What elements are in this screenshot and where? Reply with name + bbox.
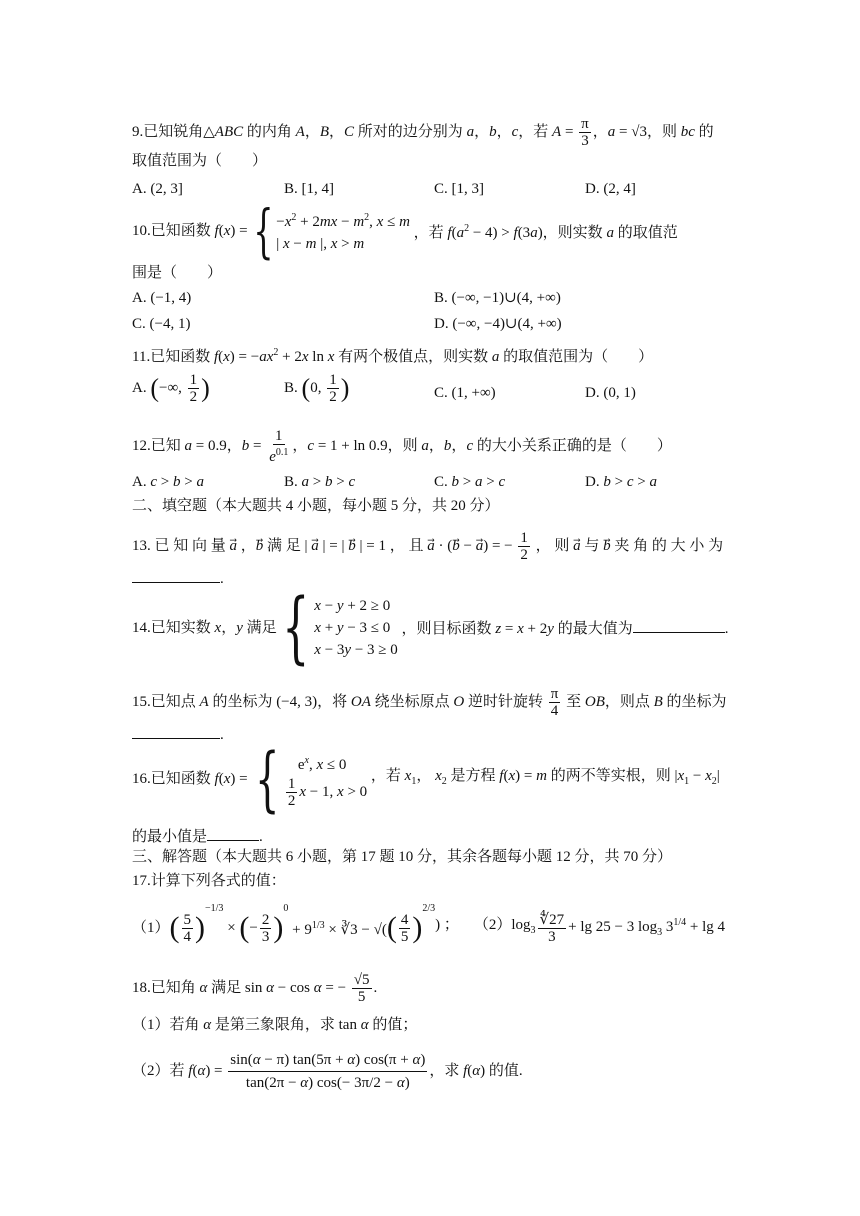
q12-option-a: A. c > b > a bbox=[132, 474, 204, 490]
question-18-part1: （1）若角 α 是第三象限角，求 tan α 的值； bbox=[132, 1017, 418, 1033]
q13-answer-blank[interactable]: . bbox=[132, 568, 224, 588]
question-16: 16.已知函数 f(x) = { $e^x$, x ≤ 0 $\frac{1}{2}$ x − 1, x > 0 ，若 $x_1$， $x_2$ 是方程 f(x) = m 的两不等实根，则 $|x_1 - x_2|$ bbox=[132, 738, 720, 820]
q12-option-d: D. b > c > a bbox=[585, 474, 657, 490]
q10-option-a: A. (−1, 4) bbox=[132, 290, 192, 306]
question-17-parts: （1） ( $\frac{5}{4}$ ) −1/3 × ( − $\frac{2}{3}$ ) 0 + $9^{1/3}$ × ∛3 − √( ( $\frac{4}{5}$ ) 2/3 ) ； $(2)\log_3$ $\frac{∜27}{3}$ + lg 25 − 3 $\log_3 3^{1/4} + \lg 4$ bbox=[132, 903, 726, 945]
q12-option-c: C. b > a > c bbox=[434, 474, 506, 490]
question-14: 14.已知实数 x，y 满足 { x − y + 2 ≥ 0 x + y − 3 ≤ 0 x − 3y − 3 ≥ 0 ，则目标函数 z = x + 2y 的最大值为 . bbox=[132, 583, 729, 673]
section-2-heading: 二、填空题（本大题共 4 小题，每小题 5 分，共 20 分） bbox=[132, 498, 500, 514]
question-9: 9.已知锐角△ABC 的内角 A，B，C 所对的边分别为 a，b，c，若 A = $\frac{\pi}{3}$ ，a = √3，则 bc 的 bbox=[132, 116, 714, 149]
q11-option-b: B. (0, $\frac{1}{2}$ ) bbox=[284, 372, 350, 405]
question-10-line2: 围是（ ） bbox=[132, 265, 223, 281]
q10-option-d: D. (−∞, −4)∪(4, +∞) bbox=[434, 316, 562, 332]
q11-option-a: A. (−∞, $\frac{1}{2}$ ) bbox=[132, 372, 210, 405]
q10-option-b: B. (−∞, −1)∪(4, +∞) bbox=[434, 290, 561, 306]
question-15: 15.已知点 A 的坐标为 (−4, 3)，将 OA 绕坐标原点 O 逆时针旋转 $\frac{\pi}{4}$ 至 OB，则点 B 的坐标为 bbox=[132, 686, 727, 719]
question-18-title: 18.已知角 α 满足 sin α − cos α = − $\frac{√5}{5}$ . bbox=[132, 972, 378, 1005]
q12-option-b: B. a > b > c bbox=[284, 474, 356, 490]
q9-option-b: B. [1, 4] bbox=[284, 181, 334, 197]
question-12: 12.已知 a = 0.9，b = $\frac{1}{e^{0.1}}$ ，c = 1 + ln 0.9，则 a，b，c 的大小关系正确的是（ ） bbox=[132, 428, 672, 465]
q15-answer-blank[interactable]: . bbox=[132, 724, 224, 744]
question-9-line2: 取值范围为（ ） bbox=[132, 153, 268, 169]
question-10: 10.已知函数 f(x) = { $-x^2 + 2mx - m^2$, x ≤ m | x − m |, x > m ，若 $f(a^2 - 4) > f(3a)$，则实数 a 的取值范 bbox=[132, 197, 678, 265]
question-16-line2: 的最小值是 . bbox=[132, 826, 263, 846]
q10-option-c: C. (−4, 1) bbox=[132, 316, 191, 332]
question-17-title: 17.计算下列各式的值： bbox=[132, 873, 286, 889]
q9-option-c: C. [1, 3] bbox=[434, 181, 484, 197]
q11-option-d: D. (0, 1) bbox=[585, 385, 636, 401]
question-18-part2: （2）若 f(α) = $\frac{\sin(\alpha - \pi) \tan(5\pi + \alpha) \cos(\pi + \alpha)}{\tan(2\pi - \alpha) \cos(- 3\pi/2 - \alpha)}$ ，求 f(α) 的值. bbox=[132, 1040, 523, 1102]
q9-option-a: A. (2, 3] bbox=[132, 181, 183, 197]
q11-option-c: C. (1, +∞) bbox=[434, 385, 496, 401]
question-13: 13. 已 知 向 量 a⃗ ，b⃗ 满 足 | a⃗ | = | b⃗ | = 1 ， 且 a⃗ · (b⃗ − a⃗) = − $\frac{1}{2}$ ， 则 a⃗ 与 b⃗ 夹 角 的 大 小 为 bbox=[132, 530, 724, 563]
section-3-heading: 三、解答题（本大题共 6 小题，第 17 题 10 分，其余各题每小题 12 分，共 70 分） bbox=[132, 849, 673, 865]
question-11: 11.已知函数 $f(x) = -ax^2 + 2x$ ln x 有两个极值点，则实数 a 的取值范围为（ ） bbox=[132, 347, 654, 365]
q9-option-d: D. (2, 4] bbox=[585, 181, 636, 197]
